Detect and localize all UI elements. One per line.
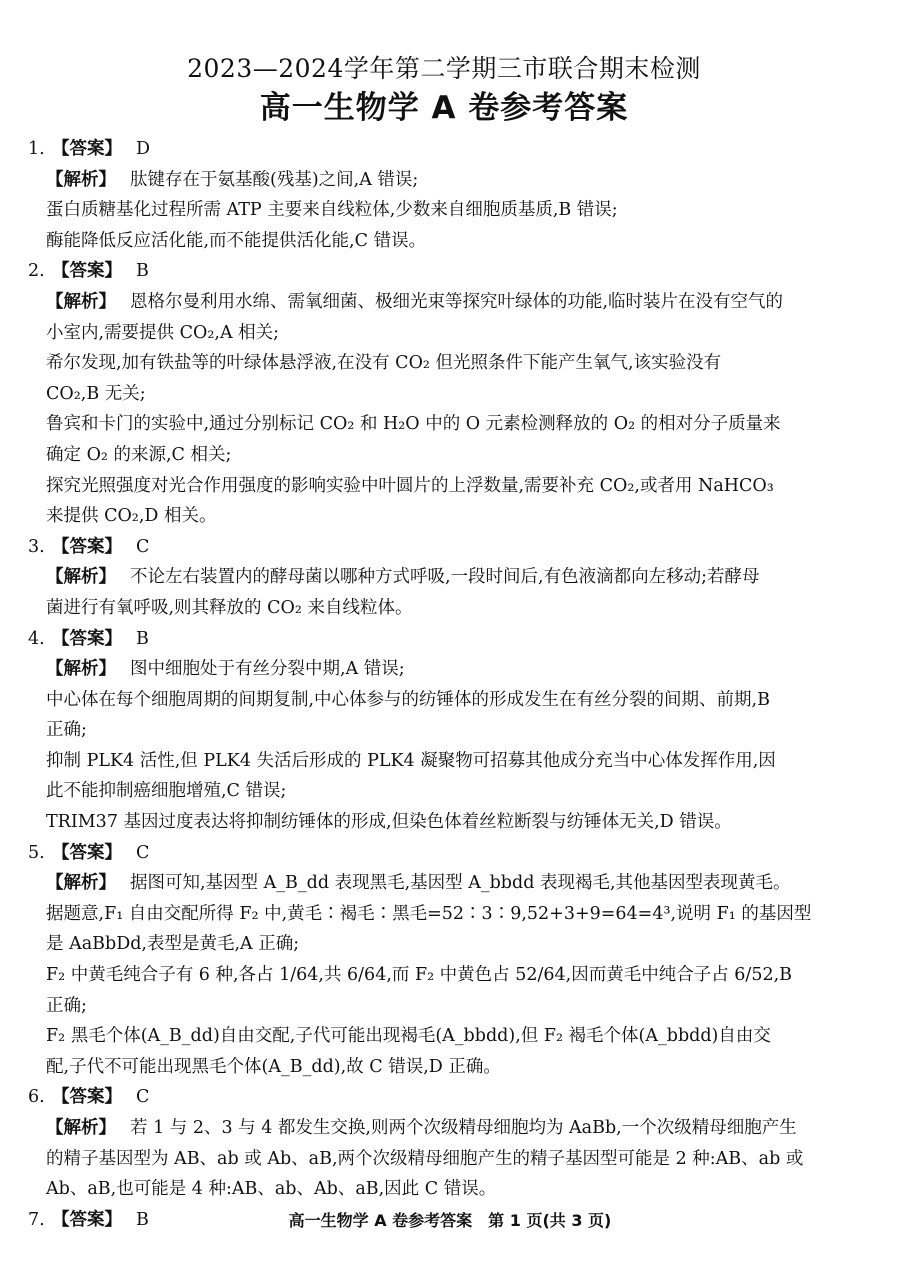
answer-line (28, 838, 860, 869)
analysis-text: 正确; (46, 995, 87, 1016)
answer-tag: 【答案】 (52, 139, 122, 159)
answer-tag: 【答案】 (52, 536, 122, 557)
analysis-tag: 【解析】 (46, 659, 116, 680)
analysis-text: 小室内,需要提供 CO₂,A 相关; (46, 322, 280, 343)
analysis-tag: 【解析】 (46, 873, 116, 894)
analysis-line (28, 501, 860, 532)
answer-line (28, 532, 860, 563)
answer-line (28, 1082, 860, 1113)
answer-value: C (136, 536, 150, 557)
question-block (28, 134, 860, 256)
analysis-text: 据题意,F₁ 自由交配所得 F₂ 中,黄毛∶褐毛∶黑毛=52∶3∶9,52+3+9=64=4³,说明 F₁ 的基因型 (46, 903, 812, 924)
analysis-line (28, 226, 860, 257)
answer-line (28, 134, 860, 165)
answer-line (28, 256, 860, 287)
analysis-text: F₂ 中黄毛纯合子有 6 种,各占 1/64,共 6/64,而 F₂ 中黄色占 52/64,因而黄毛中纯合子占 6/52,B (46, 965, 793, 986)
question-number: 5. (28, 842, 45, 863)
analysis-line (28, 991, 860, 1022)
question-block (28, 838, 860, 1083)
analysis-line (28, 685, 860, 716)
analysis-text: 肽键存在于氨基酸(残基)之间,A 错误; (130, 169, 419, 190)
analysis-line (28, 440, 860, 471)
answer-tag: 【答案】 (52, 1087, 122, 1108)
question-block (28, 624, 860, 838)
analysis-text: TRIM37 基因过度表达将抑制纺锤体的形成,但染色体着丝粒断裂与纺锤体无关,D 错误。 (46, 812, 732, 833)
analysis-tag: 【解析】 (46, 291, 116, 312)
analysis-text: 正确; (46, 720, 87, 741)
analysis-line (28, 409, 860, 440)
analysis-line (28, 562, 860, 593)
analysis-line (28, 746, 860, 777)
question-number: 1. (28, 139, 45, 159)
analysis-text: 来提供 CO₂,D 相关。 (46, 506, 217, 527)
question-number: 7. (28, 1209, 45, 1230)
answer-tag: 【答案】 (52, 628, 122, 649)
analysis-text: 抑制 PLK4 活性,但 PLK4 失活后形成的 PLK4 凝聚物可招募其他成分充当中心体发挥作用,因 (46, 750, 776, 771)
analysis-line (28, 593, 860, 624)
analysis-text: F₂ 黑毛个体(A_B_dd)自由交配,子代可能出现褐毛(A_bbdd),但 F₂ 褐毛个体(A_bbdd)自由交 (46, 1026, 771, 1047)
analysis-line (28, 776, 860, 807)
answer-value: C (136, 1087, 150, 1108)
analysis-text: 探究光照强度对光合作用强度的影响实验中叶圆片的上浮数量,需要补充 CO₂,或者用 NaHCO₃ (46, 475, 774, 496)
question-number: 4. (28, 628, 45, 649)
analysis-text: 配,子代不可能出现黑毛个体(A_B_dd),故 C 错误,D 正确。 (46, 1056, 501, 1077)
answer-value: B (136, 1209, 149, 1230)
analysis-text: 图中细胞处于有丝分裂中期,A 错误; (130, 659, 405, 680)
analysis-text: 不论左右装置内的酵母菌以哪种方式呼吸,一段时间后,有色液滴都向左移动;若酵母 (130, 567, 760, 588)
answer-line (28, 624, 860, 655)
analysis-line (28, 1174, 860, 1205)
analysis-line (28, 318, 860, 349)
answer-tag: 【答案】 (52, 261, 122, 282)
analysis-line (28, 348, 860, 379)
analysis-line (28, 195, 860, 226)
answer-value: D (136, 139, 151, 159)
analysis-line (28, 960, 860, 991)
question-block (28, 256, 860, 531)
analysis-line (28, 1113, 860, 1144)
analysis-tag: 【解析】 (46, 1118, 116, 1138)
analysis-text: 若 1 与 2、3 与 4 都发生交换,则两个次级精母细胞均为 AaBb,一个次级精母细胞产生 (130, 1118, 797, 1138)
analysis-line (28, 807, 860, 838)
analysis-line (28, 899, 860, 930)
analysis-line (28, 654, 860, 685)
question-number: 2. (28, 261, 45, 282)
answers-content (28, 134, 860, 1235)
page-footer: 高一生物学 A 卷参考答案 第 1 页(共 3 页) (288, 1211, 612, 1230)
analysis-line (28, 287, 860, 318)
analysis-line (28, 715, 860, 746)
analysis-line (28, 471, 860, 502)
analysis-text: CO₂,B 无关; (46, 383, 146, 404)
analysis-text: 是 AaBbDd,表型是黄毛,A 正确; (46, 934, 300, 955)
answer-value: B (136, 628, 149, 649)
analysis-text: 菌进行有氧呼吸,则其释放的 CO₂ 来自线粒体。 (46, 597, 413, 618)
analysis-text: 确定 O₂ 的来源,C 相关; (46, 444, 232, 465)
analysis-line (28, 1021, 860, 1052)
analysis-line (28, 1052, 860, 1083)
analysis-text: Ab、aB,也可能是 4 种:AB、ab、Ab、aB,因此 C 错误。 (46, 1179, 497, 1200)
question-block (28, 532, 860, 624)
analysis-text: 此不能抑制癌细胞增殖,C 错误; (46, 781, 287, 802)
question-number: 6. (28, 1087, 45, 1108)
analysis-text: 蛋白质糖基化过程所需 ATP 主要来自线粒体,少数来自细胞质基质,B 错误; (46, 200, 618, 221)
analysis-text: 酶能降低反应活化能,而不能提供活化能,C 错误。 (46, 230, 427, 251)
analysis-line (28, 868, 860, 899)
answer-tag: 【答案】 (52, 1209, 122, 1230)
analysis-text: 恩格尔曼利用水绵、需氧细菌、极细光束等探究叶绿体的功能,临时装片在没有空气的 (130, 291, 784, 312)
analysis-text: 希尔发现,加有铁盐等的叶绿体悬浮液,在没有 CO₂ 但光照条件下能产生氧气,该实验没有 (46, 353, 722, 374)
analysis-text: 中心体在每个细胞周期的间期复制,中心体参与的纺锤体的形成发生在有丝分裂的间期、前期,B (46, 689, 770, 710)
analysis-line (28, 929, 860, 960)
answer-value: C (136, 842, 150, 863)
analysis-line (28, 1144, 860, 1175)
analysis-text: 鲁宾和卡门的实验中,通过分别标记 CO₂ 和 H₂O 中的 O 元素检测释放的 O₂ 的相对分子质量来 (46, 414, 781, 435)
answer-key-title: 高一生物学 A 卷参考答案 (259, 90, 629, 126)
analysis-text: 的精子基因型为 AB、ab 或 Ab、aB,两个次级精母细胞产生的精子基因型可能是 2 种:AB、ab 或 (46, 1148, 804, 1169)
exam-title: 2023—2024学年第二学期三市联合期末检测 (187, 54, 701, 83)
question-block (28, 1082, 860, 1204)
header (28, 52, 860, 130)
answer-value: B (136, 261, 149, 282)
analysis-line (28, 379, 860, 410)
answer-tag: 【答案】 (52, 842, 122, 863)
analysis-text: 据图可知,基因型 A_B_dd 表现黑毛,基因型 A_bbdd 表现褐毛,其他基因型表现黄毛。 (130, 873, 791, 894)
analysis-tag: 【解析】 (46, 169, 116, 190)
question-number: 3. (28, 536, 45, 557)
analysis-tag: 【解析】 (46, 567, 116, 588)
analysis-line (28, 165, 860, 196)
